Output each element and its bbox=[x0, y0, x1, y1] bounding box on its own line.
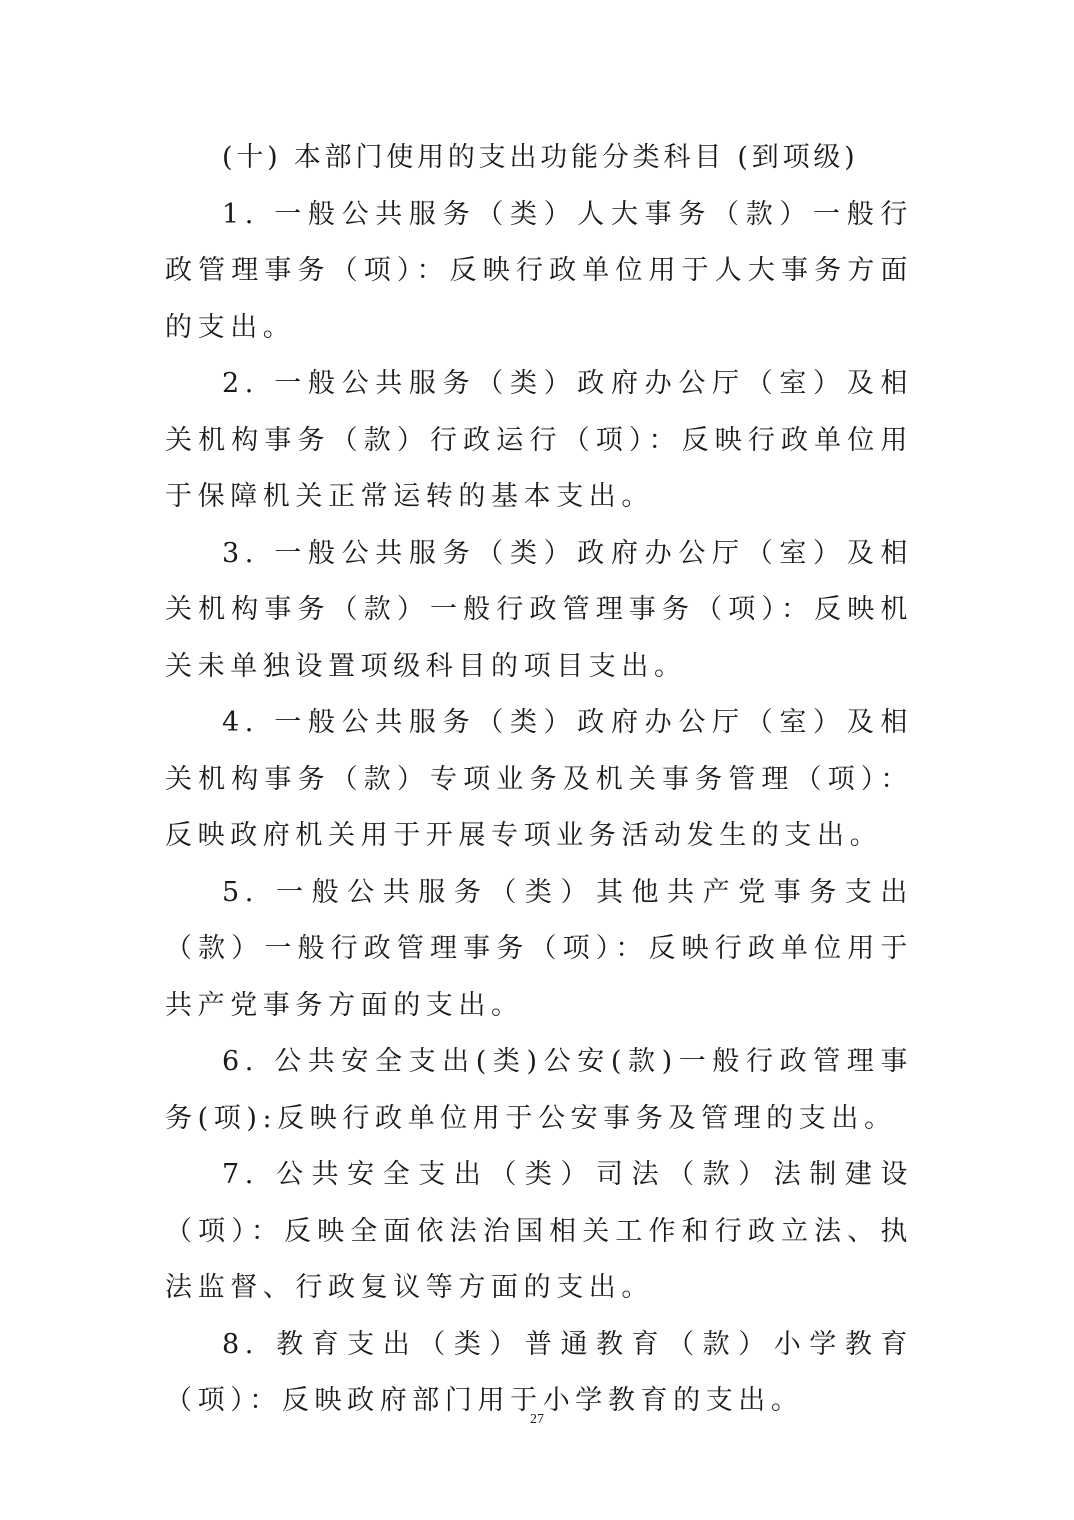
item-7: 7. 公共安全支出（类）司法（款）法制建设（项）：反映全面依法治国相关工作和行政立法、执法监督、行政复议等方面的支出。 bbox=[165, 1159, 913, 1303]
item-6: 6. 公共安全支出(类)公安(款)一般行政管理事务(项):反映行政单位用于公安事务及管理的支出。 bbox=[165, 1046, 913, 1134]
item-3: 3. 一般公共服务（类）政府办公厅（室）及相关机构事务（款）一般行政管理事务（项）：反映机关未单独设置项级科目的项目支出。 bbox=[165, 537, 913, 682]
item-5: 5. 一般公共服务（类）其他共产党事务支出（款）一般行政管理事务（项）：反映行政单位用于共产党事务方面的支出。 bbox=[165, 876, 913, 1021]
section-heading: (十) 本部门使用的支出功能分类科目 (到项级) bbox=[222, 142, 859, 173]
item-8: 8. 教育支出（类）普通教育（款）小学教育（项）：反映政府部门用于小学教育的支出。 bbox=[165, 1328, 913, 1416]
item-4: 4. 一般公共服务（类）政府办公厅（室）及相关机构事务（款）专项业务及机关事务管理（项）：反映政府机关用于开展专项业务活动发生的支出。 bbox=[165, 707, 913, 851]
document-page bbox=[165, 130, 913, 1430]
item-1: 1. 一般公共服务（类）人大事务（款）一般行政管理事务（项）：反映行政单位用于人大事务方面的支出。 bbox=[165, 198, 913, 343]
item-2: 2. 一般公共服务（类）政府办公厅（室）及相关机构事务（款）行政运行（项）：反映行政单位用于保障机关正常运转的基本支出。 bbox=[165, 368, 913, 512]
page-number: 27 bbox=[530, 1412, 544, 1427]
